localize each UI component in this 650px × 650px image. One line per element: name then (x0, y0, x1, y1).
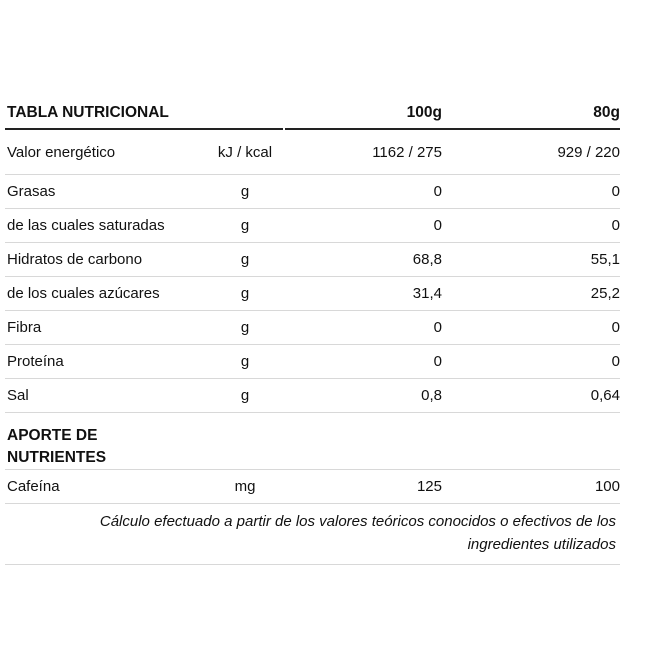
table-title: TABLA NUTRICIONAL (5, 98, 283, 130)
value-100g: 68,8 (412, 251, 442, 268)
column-header-100g: 100g (285, 98, 442, 130)
section-title-line1: APORTE DE (7, 427, 98, 444)
nutrition-table (5, 98, 620, 565)
nutrient-name: Valor energético (7, 143, 116, 161)
nutrient-name: Sal (7, 387, 29, 404)
value-80g: 25,2 (590, 285, 620, 302)
table-row (5, 379, 620, 413)
table-row (5, 209, 620, 243)
value-100g: 125 (416, 478, 442, 495)
table-row (5, 243, 620, 277)
nutrient-name: de las cuales saturadas (7, 217, 165, 234)
value-80g: 0 (611, 183, 620, 200)
nutrient-unit: g (240, 251, 250, 268)
footnote-line1: Cálculo efectuado a partir de los valores teóricos conocidos o efectivos de los (99, 513, 616, 530)
table-row (5, 130, 620, 175)
table-row (5, 175, 620, 209)
section-heading (5, 413, 620, 470)
table-row (5, 345, 620, 379)
nutrient-unit: g (240, 217, 250, 234)
value-100g: 1162 / 275 (372, 143, 442, 161)
table-row (5, 277, 620, 311)
nutrient-name: Hidratos de carbono (7, 251, 143, 268)
nutrient-unit: g (240, 183, 250, 200)
nutrient-unit: mg (234, 478, 256, 495)
value-100g: 0 (433, 217, 442, 234)
nutrient-name: de los cuales azúcares (7, 285, 160, 302)
value-80g: 0,64 (590, 387, 620, 404)
nutrient-name: Proteína (7, 353, 64, 370)
nutrient-unit: g (240, 387, 250, 404)
table-row (5, 311, 620, 345)
table-header (5, 98, 620, 130)
nutrient-unit: g (240, 353, 250, 370)
nutrient-name: Grasas (7, 183, 56, 200)
value-80g: 929 / 220 (557, 143, 620, 161)
footnote (5, 504, 620, 565)
value-80g: 55,1 (590, 251, 620, 268)
value-80g: 0 (611, 217, 620, 234)
table-row (5, 470, 620, 504)
nutrient-unit: kJ / kcal (217, 143, 273, 161)
value-100g: 31,4 (412, 285, 442, 302)
section-title-line2: NUTRIENTES (7, 449, 107, 466)
nutrient-unit: g (240, 319, 250, 336)
nutrient-name: Cafeína (7, 478, 60, 495)
value-100g: 0 (433, 183, 442, 200)
nutrient-unit: g (240, 285, 250, 302)
section-title (5, 413, 205, 469)
column-header-80g: 80g (442, 98, 620, 130)
footnote-line2: ingredientes utilizados (467, 536, 616, 553)
value-80g: 0 (611, 319, 620, 336)
value-100g: 0 (433, 319, 442, 336)
value-80g: 100 (594, 478, 620, 495)
value-80g: 0 (611, 353, 620, 370)
nutrient-name: Fibra (7, 319, 42, 336)
value-100g: 0 (433, 353, 442, 370)
value-100g: 0,8 (421, 387, 442, 404)
